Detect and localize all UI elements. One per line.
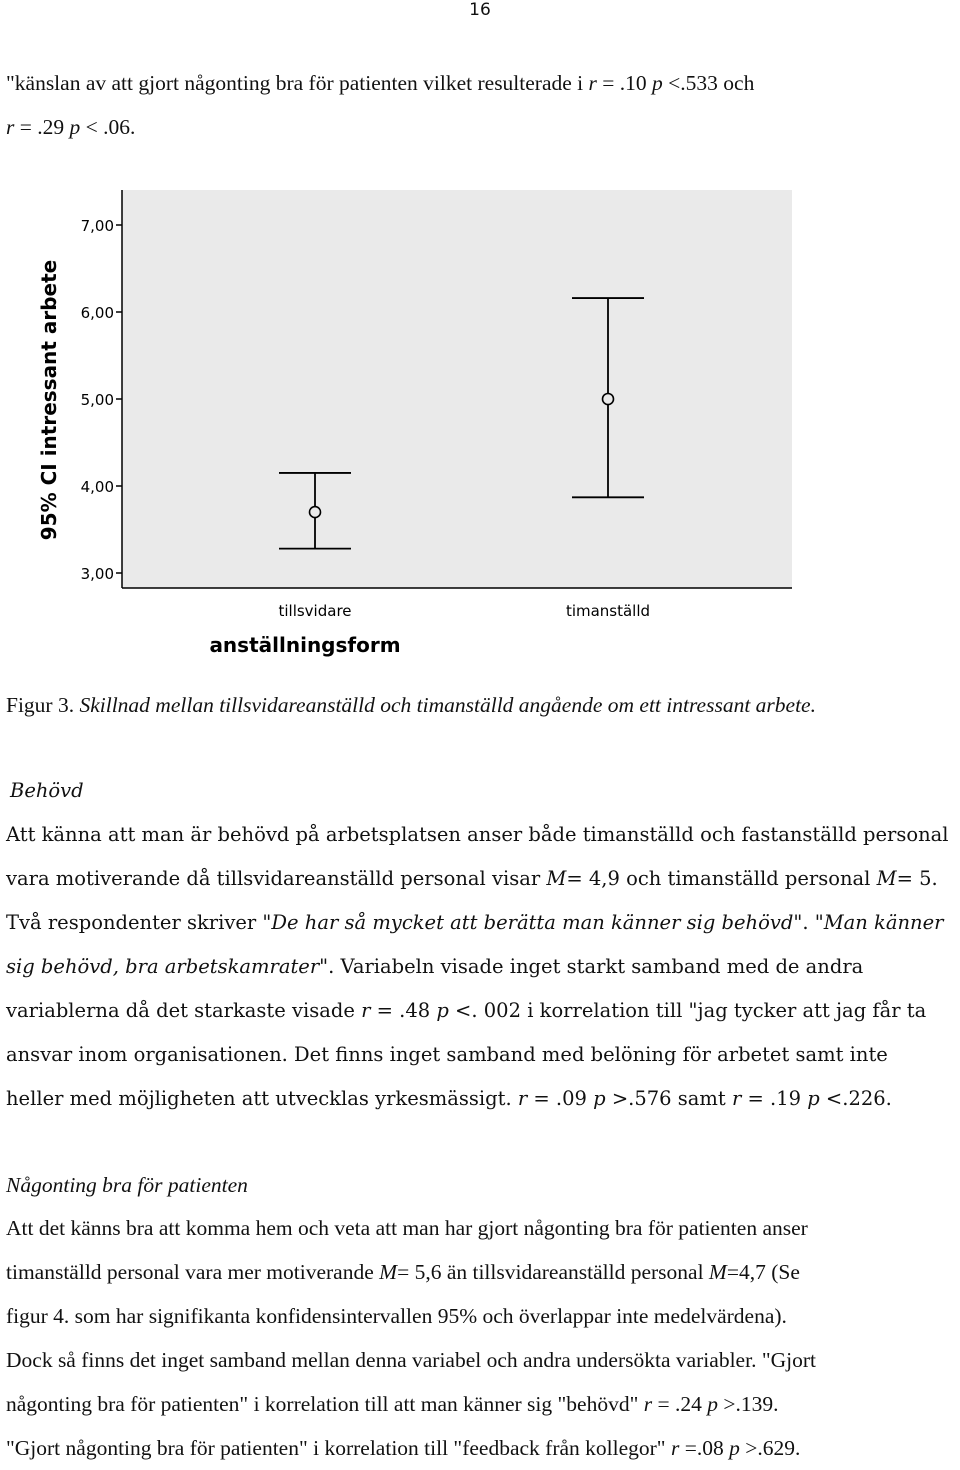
plot-background <box>122 190 792 588</box>
x-axis-title: anställningsform <box>209 633 401 657</box>
mean-point <box>310 507 321 518</box>
x-category-label: tillsvidare <box>278 602 352 620</box>
y-tick-label: 4,00 <box>80 478 114 496</box>
x-category-labels <box>278 602 650 620</box>
y-tick-label: 6,00 <box>80 304 114 322</box>
figure-caption: Figur 3. Skillnad mellan tillsvidareanställd och timanställd angående om ett intressant arbete. <box>6 693 816 717</box>
section-heading: Behövd <box>10 779 84 802</box>
y-tick-label: 7,00 <box>80 217 114 235</box>
y-tick-label: 5,00 <box>80 391 114 409</box>
y-tick-label: 3,00 <box>80 565 114 583</box>
y-ticks <box>81 217 122 583</box>
mean-point <box>603 394 614 405</box>
section-nagonting-bra: Någonting bra för patienten Att det känns bra att komma hem och veta att man har gjort någonting bra för patienten anser timanställd personal vara mer motiverande M= 5,6 än tillsvidareanställd personal M=4,7 (Se figur 4. som har signifikanta konfidensintervallen 95% och överlappar inte medelvärdena). Dock så finns det inget samband mellan denna variabel och andra undersökta variabler. "Gjort någonting bra för patienten" i korrelation till att man känner sig "behövd" r = .24 p >.139. "Gjort någonting bra för patienten" i korrelation till "feedback från kollegor" r =.08 p >.629. <box>6 1164 956 1470</box>
section-behovd: Behövd Att känna att man är behövd på arbetsplatsen anser både timanställd och fastanställd personal vara motiverande då tillsvidareanställd personal visar M= 4,9 och timanställd personal M= 5. Två respondenter skriver "De har så mycket att berätta man känner sig behövd". "Man känner sig behövd, bra arbetskamrater". Variabeln visade inget starkt samband med de andra variablerna då det starkaste visade r = .48 p <. 002 i korrelation till "jag tycker att jag får ta ansvar inom organisationen. Det finns inget samband med belöning för arbetet samt inte heller med möjligheten att utvecklas yrkesmässigt. r = .09 p >.576 samt r = .19 p <.226. <box>6 769 956 1121</box>
page-number: 16 <box>469 0 491 20</box>
figure-errorbar-chart <box>30 190 800 670</box>
intro-line-1: "känslan av att gjort någonting bra för patienten vilket resulterade i r = .10 p <.533 och <box>6 71 755 95</box>
intro-paragraph <box>6 61 956 149</box>
section-heading: Någonting bra för patienten <box>6 1173 248 1197</box>
intro-line-2: r = .29 p < .06. <box>6 115 136 139</box>
x-category-label: timanställd <box>565 602 651 620</box>
y-axis-title: 95% CI intressant arbete <box>37 259 61 541</box>
